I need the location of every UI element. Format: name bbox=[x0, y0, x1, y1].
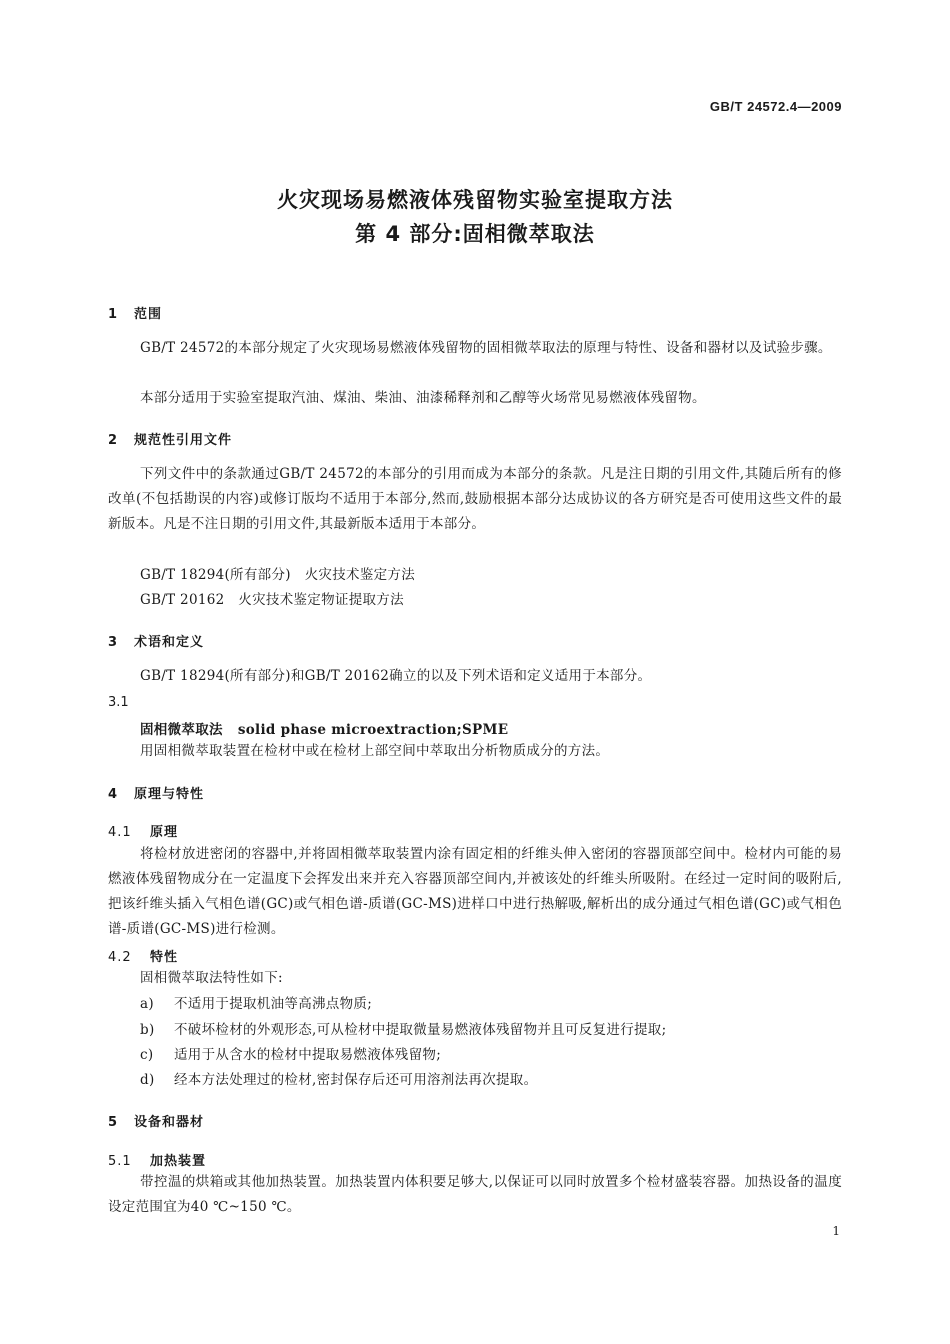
page-number: 1 bbox=[832, 1224, 840, 1238]
subsection-title: 原理 bbox=[150, 825, 179, 840]
subsection-heading-characteristics bbox=[108, 946, 178, 965]
list-item bbox=[140, 1018, 666, 1043]
list-item bbox=[140, 992, 372, 1017]
list-item-text: 不破坏检材的外观形态,可从检材中提取微量易燃液体残留物并且可反复进行提取; bbox=[174, 1022, 667, 1038]
subsection-heading-heating-device bbox=[108, 1150, 206, 1169]
term-number: 3.1 bbox=[108, 695, 129, 710]
document-title: 火灾现场易燃液体残留物实验室提取方法 bbox=[277, 188, 673, 212]
section-title: 规范性引用文件 bbox=[134, 433, 233, 448]
paragraph: 带控温的烘箱或其他加热装置。加热装置内体积要足够大,以保证可以同时放置多个检材盛装容器。加热设备的温度设定范围宜为40 ℃~150 ℃。 bbox=[108, 1174, 842, 1215]
section-title: 范围 bbox=[134, 307, 163, 322]
subsection-title: 加热装置 bbox=[150, 1154, 207, 1169]
list-item-text: 不适用于提取机油等高沸点物质; bbox=[174, 996, 373, 1012]
section-heading-equipment bbox=[108, 1111, 204, 1130]
section-heading-scope bbox=[108, 303, 162, 322]
list-item bbox=[140, 1043, 441, 1068]
list-item-text: 经本方法处理过的检材,密封保存后还可用溶剂法再次提取。 bbox=[174, 1072, 538, 1088]
reference-item: GB/T 18294(所有部分) 火灾技术鉴定方法 bbox=[140, 567, 416, 583]
list-intro: 固相微萃取法特性如下: bbox=[140, 970, 283, 986]
subsection-number: 4.2 bbox=[108, 950, 132, 965]
paragraph: 下列文件中的条款通过GB/T 24572的本部分的引用而成为本部分的条款。凡是注日期的引用文件,其随后所有的修改单(不包括勘误的内容)或修订版均不适用于本部分,然而,鼓励根据本部分达成协议的各方研究是否可使用这些文件的最新版本。凡是不注日期的引用文件,其最新版本适用于本部分。 bbox=[108, 466, 842, 532]
section-title: 设备和器材 bbox=[134, 1115, 205, 1130]
term-chinese: 固相微萃取法 bbox=[140, 722, 223, 738]
section-title: 原理与特性 bbox=[134, 787, 205, 802]
list-item bbox=[140, 1068, 537, 1093]
list-marker: a) bbox=[140, 996, 154, 1012]
subsection-number: 4.1 bbox=[108, 825, 132, 840]
section-title: 术语和定义 bbox=[134, 635, 205, 650]
paragraph: GB/T 24572的本部分规定了火灾现场易燃液体残留物的固相微萃取法的原理与特性、设备和器材以及试验步骤。 bbox=[140, 340, 832, 356]
list-item-text: 适用于从含水的检材中提取易燃液体残留物; bbox=[174, 1047, 442, 1063]
document-subtitle: 第 4 部分:固相微萃取法 bbox=[355, 222, 595, 246]
standard-number: GB/T 24572.4—2009 bbox=[709, 99, 842, 114]
subsection-heading-principle bbox=[108, 821, 178, 840]
section-number: 3 bbox=[108, 635, 119, 650]
paragraph: 本部分适用于实验室提取汽油、煤油、柴油、油漆稀释剂和乙醇等火场常见易燃液体残留物。 bbox=[140, 390, 706, 406]
term-definition: 用固相微萃取装置在检材中或在检材上部空间中萃取出分析物质成分的方法。 bbox=[140, 743, 610, 759]
section-heading-principle bbox=[108, 783, 204, 802]
term-english: solid phase microextraction;SPME bbox=[237, 722, 509, 738]
subsection-number: 5.1 bbox=[108, 1154, 132, 1169]
reference-item: GB/T 20162 火灾技术鉴定物证提取方法 bbox=[140, 592, 404, 608]
section-number: 4 bbox=[108, 787, 119, 802]
paragraph: GB/T 18294(所有部分)和GB/T 20162确立的以及下列术语和定义适用于本部分。 bbox=[140, 668, 652, 684]
section-number: 5 bbox=[108, 1115, 119, 1130]
paragraph: 将检材放进密闭的容器中,并将固相微萃取装置内涂有固定相的纤维头伸入密闭的容器顶部空间中。检材内可能的易燃液体残留物成分在一定温度下会挥发出来并充入容器顶部空间内,并被该处的纤维头所吸附。在经过一定时间的吸附后,把该纤维头插入气相色谱(GC)或气相色谱-质谱(GC-MS)进样口中进行热解吸,解析出的成分通过气相色谱(GC)或气相色谱-质谱(GC-MS)进行检测。 bbox=[108, 846, 842, 937]
section-number: 1 bbox=[108, 307, 119, 322]
section-heading-normative-references bbox=[108, 429, 232, 448]
list-marker: b) bbox=[140, 1022, 155, 1038]
section-heading-terms bbox=[108, 631, 204, 650]
section-number: 2 bbox=[108, 433, 119, 448]
term-entry bbox=[140, 718, 508, 738]
subsection-title: 特性 bbox=[150, 950, 179, 965]
list-marker: c) bbox=[140, 1047, 154, 1063]
list-marker: d) bbox=[140, 1072, 155, 1088]
